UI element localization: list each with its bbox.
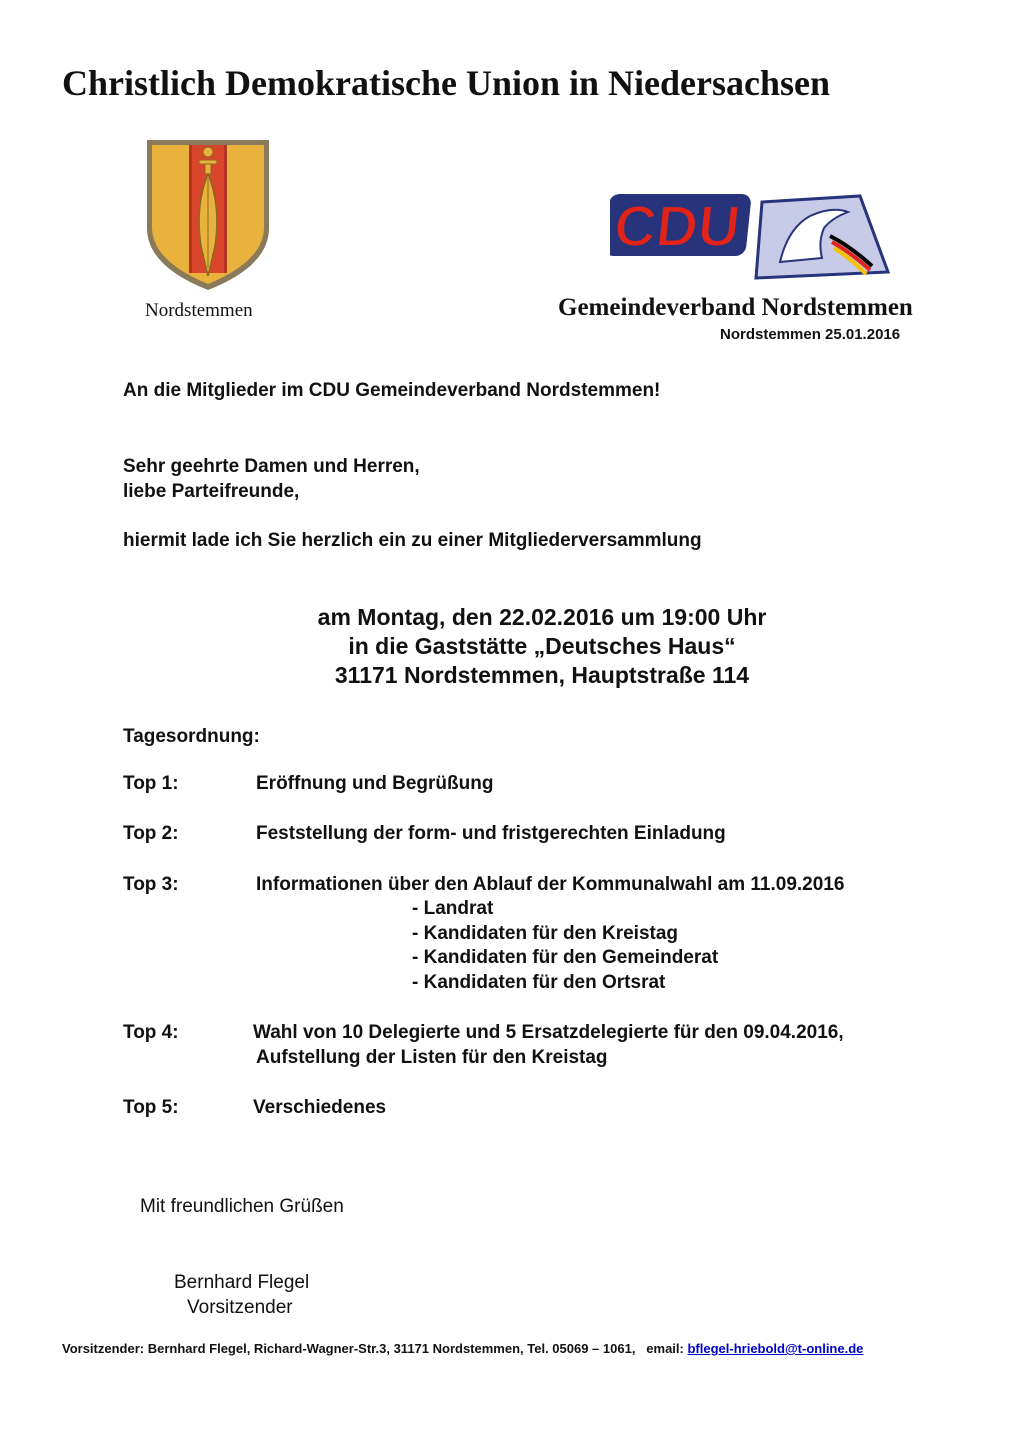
svg-text:CDU: CDU [610,194,744,259]
footer-email-label: email: [646,1341,684,1356]
footer-contact [62,1340,962,1357]
event-date: am Montag, den 22.02.2016 um 19:00 Uhr [317,604,767,630]
footer-email-link[interactable]: bflegel-hriebold@t-online.de [687,1341,864,1356]
agenda-item-label: Top 4: [123,1022,179,1043]
footer-contact-text: Bernhard Flegel, Richard-Wagner-Str.3, 31171 Nordstemmen, Tel. 05069 – 1061, [147,1341,636,1356]
page-title: Christlich Demokratische Union in Niedersachsen [62,63,830,103]
agenda-item-text: Eröffnung und Begrüßung [256,773,494,794]
event-address: 31171 Nordstemmen, Hauptstraße 114 [334,662,750,688]
nordstemmen-crest-icon [143,136,273,294]
invitation-line: hiermit lade ich Sie herzlich ein zu einer Mitgliederversammlung [123,530,702,551]
crest-caption: Nordstemmen [145,300,253,321]
agenda-item-text: Wahl von 10 Delegierte und 5 Ersatzdelegierte für den 09.04.2016, [253,1022,844,1043]
greeting-line-1: Sehr geehrte Damen und Herren, [123,456,420,477]
closing-regards: Mit freundlichen Grüßen [140,1196,344,1217]
place-and-date: Nordstemmen 25.01.2016 [720,326,901,343]
signer-name: Bernhard Flegel [174,1272,310,1293]
agenda-item-text: Feststellung der form- und fristgerechten Einladung [256,823,726,844]
footer-label: Vorsitzender: [62,1341,145,1356]
event-venue: in die Gaststätte „Deutsches Haus“ [348,633,736,659]
agenda-item-label: Top 5: [123,1097,179,1118]
agenda-subitem: - Kandidaten für den Kreistag [412,923,679,944]
agenda-heading: Tagesordnung: [123,726,260,747]
agenda-item-label: Top 1: [123,773,179,794]
signer-role: Vorsitzender [187,1297,293,1318]
cdu-logo-icon [610,192,890,280]
agenda-item-label: Top 2: [123,823,179,844]
agenda-item-label: Top 3: [123,874,179,895]
agenda-item-text: Informationen über den Ablauf der Kommunalwahl am 11.09.2016 [256,874,845,895]
agenda-item-text: Verschiedenes [253,1097,387,1118]
agenda-subitem: - Kandidaten für den Gemeinderat [412,947,719,968]
agenda-subitem: - Landrat [412,898,494,919]
greeting-line-2: liebe Parteifreunde, [123,481,300,502]
organization-name: Gemeindeverband Nordstemmen [558,294,913,321]
salutation-members: An die Mitglieder im CDU Gemeindeverband Nordstemmen! [123,380,661,401]
agenda-subitem: - Kandidaten für den Ortsrat [412,972,666,993]
agenda-item-text-continued: Aufstellung der Listen für den Kreistag [256,1047,608,1068]
